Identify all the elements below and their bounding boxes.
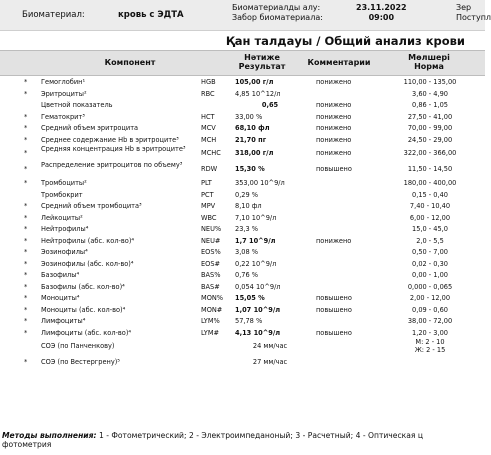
component-code: HGB [201, 78, 216, 86]
norm-value: 70,00 - 99,00 [407, 124, 453, 132]
reference-marker: * [24, 236, 28, 245]
component-name: Гемоглобин¹ [41, 78, 86, 86]
norm-value: 24,50 - 29,00 [407, 135, 453, 144]
reference-marker: * [24, 165, 28, 173]
component-code: MCHC [201, 149, 221, 157]
component-code: MCV [201, 124, 216, 132]
comment-value: понижено [316, 124, 352, 132]
sample-time: 09:00 [368, 13, 395, 22]
norm-value: 0,000 - 0,065 [407, 282, 453, 291]
reference-marker: * [24, 89, 28, 98]
reference-marker: * [24, 213, 28, 222]
reference-marker: * [24, 225, 28, 233]
table-row [0, 281, 485, 293]
comment-value: понижено [316, 135, 352, 144]
reference-marker: * [24, 248, 28, 256]
norm-value [394, 339, 466, 354]
component-code: NEU# [201, 236, 221, 245]
reference-marker: * [24, 294, 28, 302]
result-value: 4,13 10^9/л [235, 328, 281, 337]
result-value: 0,65 [261, 101, 279, 109]
comment-value: понижено [316, 236, 352, 245]
sample-date-label [232, 3, 323, 23]
table-row [0, 356, 485, 368]
reference-marker: * [24, 317, 28, 325]
norm-line: М: 2 - 10 [415, 338, 445, 346]
column-header-norm [388, 53, 470, 71]
sample-date-value [356, 3, 407, 23]
sample-date: 23.11.2022 [356, 3, 407, 12]
reference-marker: * [24, 271, 28, 279]
result-value: 68,10 фл [235, 124, 270, 132]
report-title: Қан талдауы / Общий анализ крови [225, 34, 465, 48]
table-row [0, 269, 485, 281]
table-row [0, 304, 485, 316]
result-value: 15,30 % [235, 165, 265, 173]
component-name: Средняя концентрация Hb в эритроците³ [41, 145, 186, 153]
reference-marker: * [24, 328, 28, 337]
comment-value: понижено [316, 78, 352, 86]
component-name: Распределение эритроцитов по объему³ [41, 161, 183, 169]
result-value: 23,3 % [235, 225, 259, 233]
result-value: 0,22 10^9/л [235, 259, 277, 268]
norm-value: 38,00 - 72,00 [407, 317, 453, 325]
component-name: Базофилы (абс. кол-во)⁴ [41, 282, 125, 291]
table-row [0, 258, 485, 270]
norm-value: 110,00 - 135,00 [403, 78, 457, 86]
methods-text-cont: фотометрия [2, 440, 52, 449]
norm-value: 15,0 - 45,0 [412, 225, 448, 233]
reference-marker: * [24, 179, 28, 187]
table-row [0, 338, 485, 356]
norm-value: 3,60 - 4,90 [412, 89, 448, 98]
component-code: EOS# [201, 259, 221, 268]
component-code: MPV [201, 202, 216, 210]
component-name: Лимфоциты (абс. кол-во)⁴ [41, 328, 132, 337]
received-label-cut [456, 3, 491, 23]
column-header-comment: Комментарии [307, 58, 371, 67]
received-label-kz: Зер [456, 3, 472, 12]
component-code: LYM# [201, 328, 220, 337]
norm-value: 2,0 - 5,5 [416, 236, 444, 245]
result-value: 0,29 % [235, 190, 259, 199]
result-value: 57,78 % [235, 317, 263, 325]
results-table [0, 76, 485, 368]
component-code: HCT [201, 112, 215, 121]
comment-value: понижено [316, 112, 352, 121]
reference-marker: * [24, 112, 28, 121]
component-code: RBC [201, 89, 215, 98]
reference-marker: * [24, 124, 28, 132]
biomaterial-value: кровь с ЭДТА [118, 10, 184, 20]
component-code: NEU% [201, 225, 222, 233]
norm-value: 0,50 - 7,00 [412, 248, 448, 256]
component-name: Моноциты⁴ [41, 294, 80, 302]
received-label-ru: Поступл [456, 13, 491, 22]
table-row [0, 177, 485, 189]
comment-value: понижено [316, 149, 352, 157]
component-name: Нейтрофилы (абс. кол-во)⁴ [41, 236, 135, 245]
comment-value: понижено [316, 101, 352, 109]
component-name: Гематокрит³ [41, 112, 85, 121]
reference-marker: * [24, 259, 28, 268]
component-name: Нейтрофилы⁴ [41, 225, 89, 233]
reference-marker: * [24, 282, 28, 291]
result-value: 21,70 пг [235, 135, 267, 144]
result-header-line-2: Результат [238, 62, 286, 71]
column-header-result [232, 53, 292, 71]
result-value: 15,05 % [235, 294, 265, 302]
result-value: 353,00 10^9/л [235, 179, 285, 187]
component-code: PLT [201, 179, 212, 187]
table-row [0, 88, 485, 100]
component-code: PCT [201, 190, 214, 199]
methods-label: Методы выполнения: [2, 431, 97, 440]
table-row [0, 212, 485, 224]
reference-marker: * [24, 78, 28, 86]
reference-marker: * [24, 149, 28, 157]
reference-marker: * [24, 358, 28, 366]
table-row [0, 189, 485, 201]
table-row [0, 134, 485, 146]
norm-value: 0,09 - 0,60 [412, 305, 448, 314]
component-name: Среднее содержание Hb в эритроците³ [41, 135, 179, 144]
component-name: Эозинофилы (абс. кол-во)⁴ [41, 259, 134, 268]
table-row [0, 122, 485, 134]
component-code: MCH [201, 135, 217, 144]
norm-value: 7,40 - 10,40 [409, 202, 451, 210]
table-row [0, 223, 485, 235]
result-value: 33,00 % [235, 112, 263, 121]
component-code: LYM% [201, 317, 220, 325]
norm-value: 0,00 - 1,00 [412, 271, 448, 279]
component-name: Базофилы⁴ [41, 271, 80, 279]
norm-value: 180,00 - 400,00 [403, 179, 457, 187]
norm-value: 6,00 - 12,00 [409, 213, 451, 222]
comment-value: повышено [316, 305, 352, 314]
result-value: 24 мм/час [252, 342, 288, 350]
column-header-component: Компонент [104, 58, 156, 67]
table-row [0, 246, 485, 258]
table-row [0, 99, 485, 111]
reference-marker: * [24, 305, 28, 314]
component-name: СОЭ (по Вестергрену)⁵ [41, 358, 120, 366]
component-name: Моноциты (абс. кол-во)⁴ [41, 305, 126, 314]
component-name: Средний объем тромбоцита³ [41, 202, 142, 210]
component-code: WBC [201, 213, 217, 222]
component-code: EOS% [201, 248, 221, 256]
result-value: 27 мм/час [252, 358, 288, 366]
norm-header-line-1: Мөлшері [408, 53, 450, 62]
comment-value: повышено [316, 294, 352, 302]
norm-value: 2,00 - 12,00 [409, 294, 451, 302]
norm-value: 27,50 - 41,00 [407, 112, 453, 121]
norm-value: 1,20 - 3,00 [412, 328, 448, 337]
table-row [0, 315, 485, 327]
component-name: СОЭ (по Панченкову) [41, 342, 115, 350]
norm-value: 0,86 - 1,05 [412, 101, 448, 109]
component-name: Средний объем эритроцита [41, 124, 139, 132]
methods-text: 1 - Фотометрический; 2 - Электроимпеданоный; 3 - Расчетный; 4 - Оптическая ц [96, 431, 424, 440]
result-value: 0,76 % [235, 271, 259, 279]
component-name: Лейкоциты² [41, 213, 83, 222]
sample-date-label-kz: Биоматериалды алу: [232, 3, 321, 12]
table-row [0, 200, 485, 212]
component-code: RDW [201, 165, 218, 173]
table-row [0, 161, 485, 177]
norm-value: 322,00 - 366,00 [403, 149, 457, 157]
component-code: MON# [201, 305, 223, 314]
component-name: Эозинофилы⁴ [41, 248, 88, 256]
component-name: Эритроциты² [41, 89, 87, 98]
report-header [0, 0, 491, 31]
norm-value: 0,15 - 0,40 [412, 190, 448, 199]
result-value: 0,054 10^9/л [235, 282, 281, 291]
component-code: BAS% [201, 271, 221, 279]
result-value: 7,10 10^9/л [235, 213, 277, 222]
result-value: 8,10 фл [235, 202, 262, 210]
norm-line: Ж: 2 - 15 [414, 345, 446, 354]
table-row [0, 145, 485, 161]
norm-header-line-2: Норма [414, 62, 444, 71]
component-name: Тромбокрит [41, 190, 83, 199]
result-value: 1,7 10^9/л [235, 236, 276, 245]
table-header [0, 50, 485, 76]
component-code: BAS# [201, 282, 220, 291]
result-value: 4,85 10^12/л [235, 89, 281, 98]
component-code: MON% [201, 294, 224, 302]
comment-value: повышено [316, 165, 352, 173]
result-value: 318,00 г/л [235, 149, 274, 157]
result-header-line-1: Нәтиже [244, 53, 280, 62]
methods-footer [2, 431, 485, 449]
norm-value: 11,50 - 14,50 [407, 165, 453, 173]
component-name: Лимфоциты⁴ [41, 317, 86, 325]
result-value: 3,08 % [235, 248, 259, 256]
norm-value: 0,02 - 0,30 [412, 259, 448, 268]
biomaterial-label: Биоматериал: [22, 10, 85, 20]
table-row [0, 76, 485, 88]
reference-marker: * [24, 202, 28, 210]
table-row [0, 111, 485, 123]
component-name: Тромбоциты² [41, 179, 87, 187]
table-row [0, 327, 485, 339]
result-value: 1,07 10^9/л [235, 305, 281, 314]
table-row [0, 292, 485, 304]
result-value: 105,00 г/л [235, 78, 274, 86]
sample-date-label-ru: Забор биоматериала: [232, 13, 323, 22]
comment-value: повышено [316, 328, 352, 337]
table-row [0, 235, 485, 247]
component-name: Цветной показатель [41, 101, 113, 109]
reference-marker: * [24, 135, 28, 144]
